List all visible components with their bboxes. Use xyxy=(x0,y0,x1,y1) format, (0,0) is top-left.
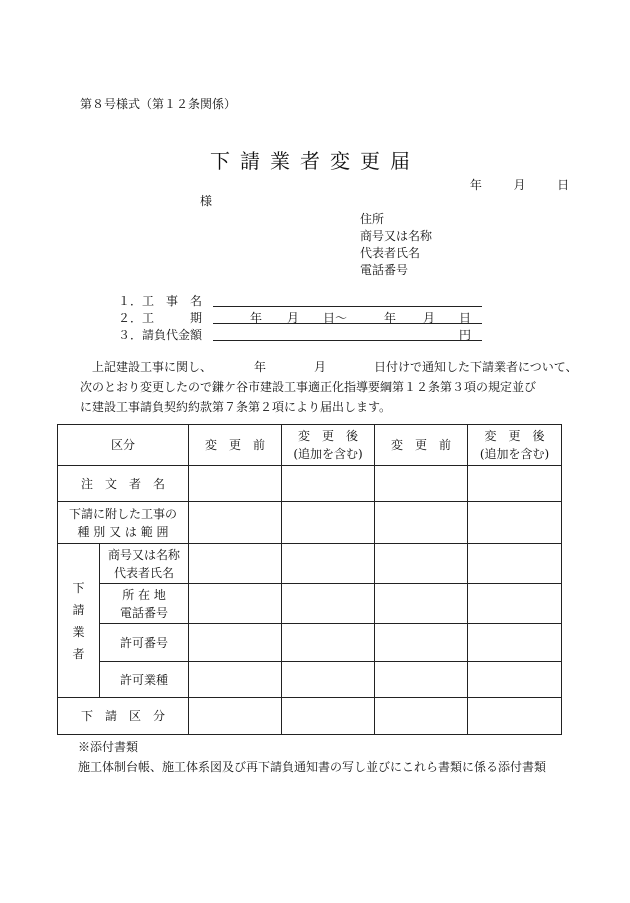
paragraph-line-1: 上記建設工事に関し、 年 月 日付けで通知した下請業者について、 xyxy=(92,360,578,374)
table-cell[interactable] xyxy=(189,624,282,662)
field-1-label: 工 事 名 xyxy=(142,294,203,308)
table-cell[interactable] xyxy=(468,698,562,735)
table-cell[interactable] xyxy=(189,662,282,698)
table-row xyxy=(58,698,562,735)
header-kubun: 区分 xyxy=(58,425,189,466)
table-header-row xyxy=(58,425,562,466)
period-end-year: 年 xyxy=(384,311,397,325)
sub-name-label-line2: 代表者氏名 xyxy=(114,565,175,580)
table-cell[interactable] xyxy=(375,466,468,502)
table-cell[interactable] xyxy=(282,662,375,698)
row-work-label-line1: 下請に附した工事の xyxy=(69,506,178,521)
table-row xyxy=(58,466,562,502)
header-after-2-line1: 変 更 後 xyxy=(484,429,545,443)
row-division-label: 下 請 区 分 xyxy=(58,698,189,735)
header-after-1-line1: 変 更 後 xyxy=(298,429,359,443)
period-end-month: 月 xyxy=(423,311,436,325)
applicant-address-label: 住所 xyxy=(360,212,385,226)
table-cell[interactable] xyxy=(189,502,282,544)
field-2-label: 工 期 xyxy=(142,311,203,325)
table-cell[interactable] xyxy=(282,502,375,544)
period-start-day: 日～ xyxy=(323,311,348,325)
notification-paragraph xyxy=(80,357,578,417)
sub-permit-type-label: 許可業種 xyxy=(100,662,189,698)
amount-underline xyxy=(213,340,482,341)
date-year: 年 xyxy=(469,178,482,192)
date-line xyxy=(464,176,569,193)
subcontractor-char-3: 業 xyxy=(72,624,85,639)
header-before-1: 変 更 前 xyxy=(189,425,282,466)
table-cell[interactable] xyxy=(375,502,468,544)
applicant-phone-label: 電話番号 xyxy=(360,263,409,277)
period-start-month: 月 xyxy=(287,311,300,325)
table-cell[interactable] xyxy=(282,624,375,662)
table-row xyxy=(58,662,562,698)
table-cell[interactable] xyxy=(468,544,562,584)
table-cell[interactable] xyxy=(468,662,562,698)
change-table xyxy=(57,424,562,735)
table-cell[interactable] xyxy=(282,698,375,735)
field-contract-amount xyxy=(118,326,202,343)
period-end-day: 日 xyxy=(459,311,472,325)
header-before-2: 変 更 前 xyxy=(375,425,468,466)
attachments-heading: ※添付書類 xyxy=(78,740,139,754)
table-cell[interactable] xyxy=(375,624,468,662)
table-cell[interactable] xyxy=(468,466,562,502)
table-cell[interactable] xyxy=(375,698,468,735)
header-after-2 xyxy=(468,425,562,466)
applicant-representative-label: 代表者氏名 xyxy=(360,246,421,260)
field-3-label: 請負代金額 xyxy=(142,328,203,342)
field-construction-name xyxy=(118,292,202,309)
form-number: 第８号様式（第１２条関係） xyxy=(80,97,237,111)
addressee-suffix: 様 xyxy=(200,194,213,208)
subcontractor-char-1: 下 xyxy=(72,580,85,595)
table-row xyxy=(58,584,562,624)
table-row xyxy=(58,502,562,544)
table-row xyxy=(58,544,562,584)
sub-name-label xyxy=(100,544,189,584)
field-2-number: ２． xyxy=(118,311,143,325)
header-after-2-line2: (追加を含む) xyxy=(479,447,550,461)
table-cell[interactable] xyxy=(189,698,282,735)
table-row xyxy=(58,624,562,662)
table-cell[interactable] xyxy=(468,584,562,624)
table-cell[interactable] xyxy=(189,466,282,502)
table-cell[interactable] xyxy=(282,584,375,624)
paragraph-line-3: に建設工事請負契約約款第７条第２項により届出します。 xyxy=(80,400,392,414)
sub-name-label-line1: 商号又は名称 xyxy=(108,547,181,562)
header-after-1-line2: (追加を含む) xyxy=(293,447,363,461)
table-cell[interactable] xyxy=(282,466,375,502)
table-cell[interactable] xyxy=(189,584,282,624)
table-cell[interactable] xyxy=(375,544,468,584)
row-orderer-label: 注 文 者 名 xyxy=(58,466,189,502)
header-after-1 xyxy=(282,425,375,466)
field-3-number: ３． xyxy=(118,328,143,342)
period-start-year: 年 xyxy=(250,311,263,325)
amount-unit: 円 xyxy=(459,328,472,342)
row-work-label-line2: 種 別 又 は 範 囲 xyxy=(77,524,169,539)
sub-address-label-line2: 電話番号 xyxy=(120,605,169,620)
date-month: 月 xyxy=(513,178,526,192)
construction-name-underline xyxy=(213,306,482,307)
subcontractor-char-2: 請 xyxy=(72,602,85,617)
date-day: 日 xyxy=(557,178,570,192)
field-period xyxy=(118,309,202,326)
table-cell[interactable] xyxy=(375,662,468,698)
subcontractor-group-label xyxy=(58,544,100,698)
table-cell[interactable] xyxy=(282,544,375,584)
period-underline xyxy=(213,323,482,324)
subcontractor-char-4: 者 xyxy=(72,646,85,661)
page-title: 下請業者変更届 xyxy=(210,149,420,173)
applicant-trade-name-label: 商号又は名称 xyxy=(360,229,433,243)
attachments-body: 施工体制台帳、施工体系図及び再下請負通知書の写し並びにこれら書類に係る添付書類 xyxy=(78,760,547,774)
paragraph-line-2: 次のとおり変更したので鎌ケ谷市建設工事適正化指導要綱第１２条第３項の規定並び xyxy=(80,380,537,394)
table-cell[interactable] xyxy=(468,624,562,662)
sub-permit-number-label: 許可番号 xyxy=(100,624,189,662)
table-cell[interactable] xyxy=(375,584,468,624)
table-cell[interactable] xyxy=(468,502,562,544)
field-1-number: １． xyxy=(118,294,143,308)
row-work-label xyxy=(58,502,189,544)
table-cell[interactable] xyxy=(189,544,282,584)
sub-address-label xyxy=(100,584,189,624)
sub-address-label-line1: 所 在 地 xyxy=(122,587,166,602)
